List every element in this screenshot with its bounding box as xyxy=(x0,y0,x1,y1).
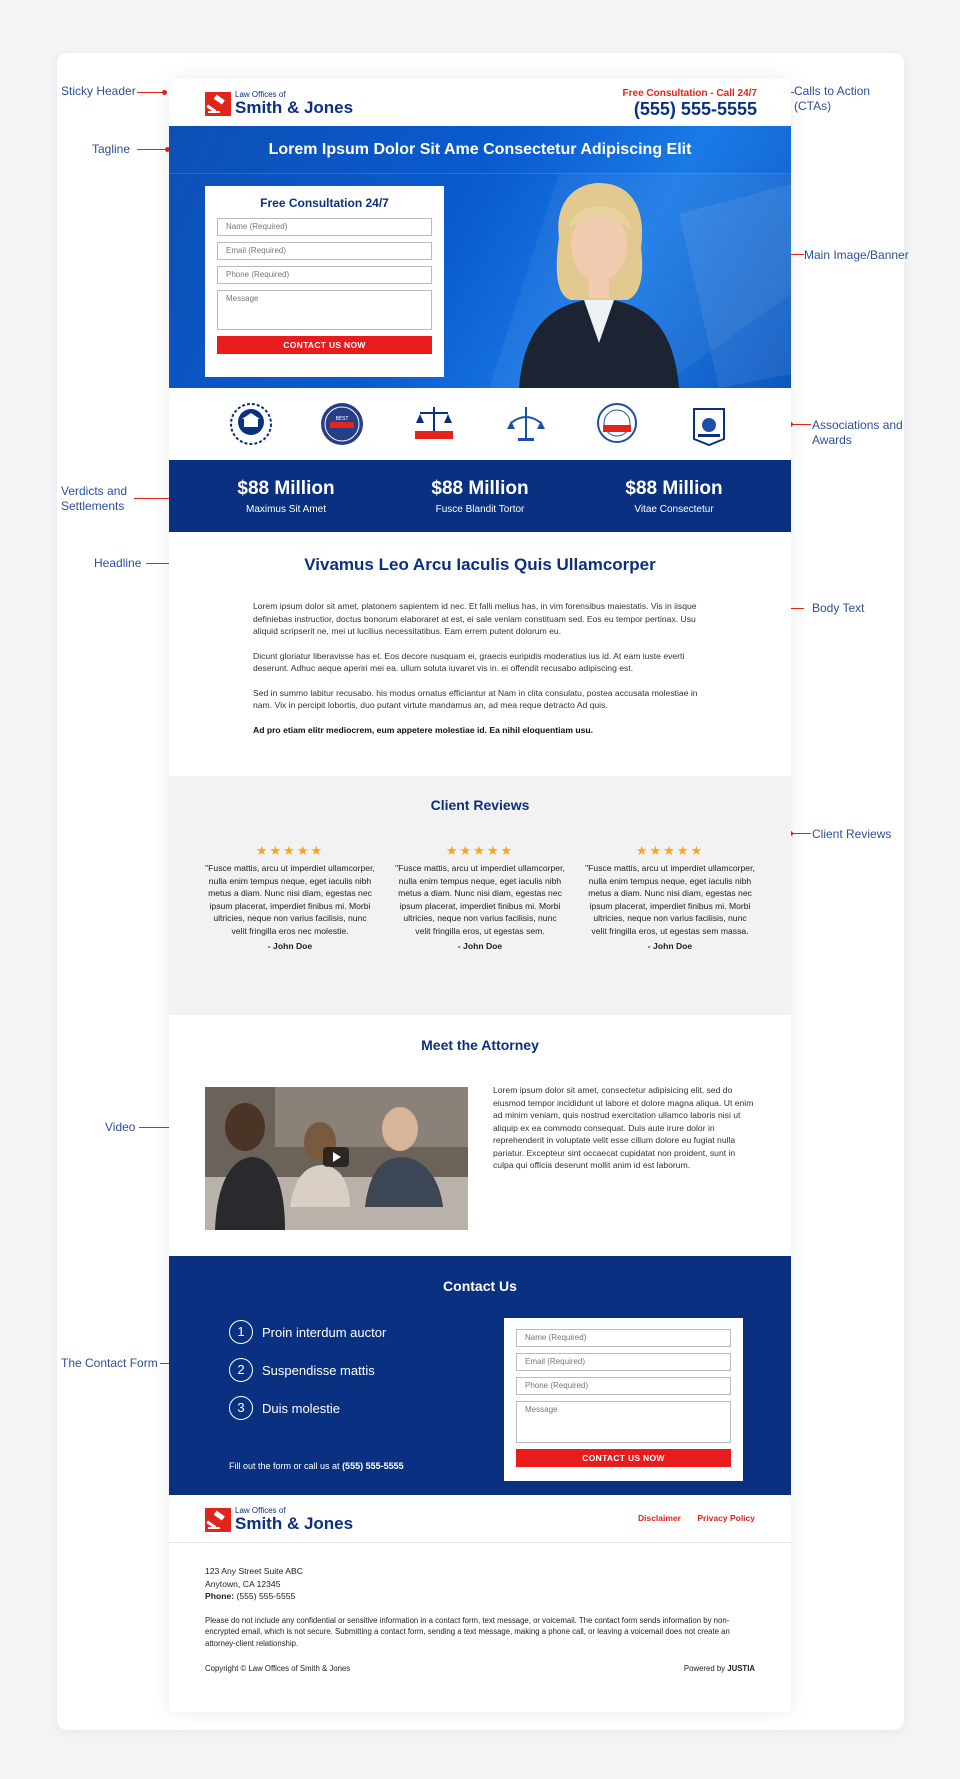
annotation-verdicts-line1: Verdicts and xyxy=(61,484,128,498)
review-author: - John Doe xyxy=(647,941,693,951)
annotation-tagline: Tagline xyxy=(92,142,131,156)
footer-phone xyxy=(205,1590,755,1603)
annotation-cta xyxy=(794,84,870,114)
svg-text:BEST: BEST xyxy=(336,416,349,422)
verdicts-bar xyxy=(169,460,791,532)
contact-us-button[interactable]: CONTACT US NOW xyxy=(516,1449,731,1467)
address-line: 123 Any Street Suite ABC xyxy=(205,1566,303,1576)
address-line: Anytown, CA 12345 xyxy=(205,1578,281,1589)
message-field[interactable]: Message xyxy=(217,290,432,330)
star-rating-icon: ★★★★★ xyxy=(255,843,325,858)
form-title: Free Consultation 24/7 xyxy=(260,196,389,210)
copyright: Copyright © Law Offices of Smith & Jones xyxy=(205,1664,351,1673)
name-field[interactable]: Name (Required) xyxy=(217,218,432,236)
annotation-line xyxy=(791,833,811,834)
annotation-dot xyxy=(162,90,167,95)
body-paragraph: Dicunt gloriatur liberavisse has et. Eos decore nusquam ei, graecis euripidis moderatius ius id. At eam iuste everti deserunt. Adhuc aeque aperiri mei ea. ullum soluta iuvaret vis in. ei offendit recusabo adipiscing est. xyxy=(253,650,685,673)
step-item xyxy=(229,1358,386,1382)
logo-name: Smith & Jones xyxy=(235,1514,354,1533)
verdict-item xyxy=(196,478,376,515)
contact-form xyxy=(504,1318,743,1481)
step-label: Duis molestie xyxy=(262,1400,341,1416)
footer-body xyxy=(169,1543,791,1712)
annotation-assoc-line2: Awards xyxy=(812,433,852,447)
annotation-line xyxy=(137,92,164,93)
reviews-title: Client Reviews xyxy=(430,797,530,813)
page-headline: Vivamus Leo Arcu Iaculis Quis Ullamcorper xyxy=(304,555,656,574)
annotation-line xyxy=(791,424,811,425)
best-lawyers-scales-icon xyxy=(411,401,457,447)
meet-title: Meet the Attorney xyxy=(421,1037,539,1053)
site-logo[interactable] xyxy=(205,90,353,117)
star-rating-icon: ★★★★★ xyxy=(635,843,705,858)
step-number-icon: 3 xyxy=(229,1396,253,1420)
fill-out-text: Fill out the form or call us at xyxy=(229,1461,340,1471)
meet-attorney-section xyxy=(169,1015,791,1256)
review-card xyxy=(585,843,755,951)
annotation-cta-line1: Calls to Action xyxy=(794,84,871,98)
review-author: - John Doe xyxy=(267,941,313,951)
annotation-body-text: Body Text xyxy=(812,601,865,615)
body-text xyxy=(169,590,791,776)
tagline: Lorem Ipsum Dolor Sit Ame Consectetur Adipiscing Elit xyxy=(169,126,791,174)
cta-free-consultation: Free Consultation - Call 24/7 xyxy=(622,88,757,99)
step-item xyxy=(229,1396,386,1420)
sticky-header xyxy=(169,79,791,126)
consultation-form xyxy=(205,186,444,377)
annotation-cta-line2: (CTAs) xyxy=(794,99,832,113)
annotation-verdicts xyxy=(61,484,127,514)
logo-tagline: Law Offices of xyxy=(235,1506,286,1515)
body-paragraph: Lorem ipsum dolor sit amet, platonem sapientem id nec. Et falli melius has, in vim forensibus maiestatis. Vis in iisque definiebas instructior, doctus bonorum elaboraret at est, ei sale veniam constituam sed. Eos eu tempor pertinax. Usu aliquid scripserit ne, mei ut lucilius necessitatibus. Eam errem putent dolorum eu. xyxy=(253,601,697,636)
logo-name: Smith & Jones xyxy=(235,98,354,117)
contact-steps xyxy=(229,1320,386,1434)
review-card xyxy=(395,843,565,951)
verdict-label: Vitae Consectetur xyxy=(634,503,714,515)
contact-us-button[interactable]: CONTACT US NOW xyxy=(217,336,432,354)
annotation-contact-form: The Contact Form xyxy=(61,1356,158,1370)
powered-by xyxy=(684,1663,755,1676)
gavel-logo-icon xyxy=(205,1508,231,1532)
annotation-line xyxy=(137,149,167,150)
step-label: Suspendisse mattis xyxy=(262,1362,375,1378)
scales-of-justice-icon xyxy=(503,401,549,447)
phone-label: Phone: xyxy=(205,1591,235,1601)
review-text: "Fusce mattis, arcu ut imperdiet ullamcorper, nulla enim tempus neque, eget iaculis nibh metus a diam. Nunc nisi diam, egestas nec ipsum placerat, imperdiet finibus mi. Morbi ultricies, neque non varius facilisis, nunc velit fringilla eros nec molestie. xyxy=(205,863,375,936)
legal-disclaimer: Please do not include any confidential or sensitive information in a contact form, text message, or voicemail. The contact form sends information by non-encrypted email, which is not secure. Submitting a contact form, sending a text message, making a phone call, or leaving a voicemail does not create an attorney-client relationship. xyxy=(205,1615,730,1648)
phone-field[interactable]: Phone (Required) xyxy=(516,1377,731,1395)
phone-field[interactable]: Phone (Required) xyxy=(217,266,432,284)
footer-links xyxy=(624,1513,755,1523)
best-lawyer-wreath-icon xyxy=(594,401,640,447)
step-label: Proin interdum auctor xyxy=(262,1324,387,1340)
attorney-video[interactable] xyxy=(205,1087,468,1230)
review-text: "Fusce mattis, arcu ut imperdiet ullamcorper, nulla enim tempus neque, eget iaculis nibh metus a diam. Nunc nisi diam, egestas nec ipsum placerat, imperdiet finibus mi. Morbi ultricies, neque non varius facilisis, nunc velit fringilla eros, ut egestas sem massa. xyxy=(585,863,755,936)
privacy-policy-link[interactable]: Privacy Policy xyxy=(697,1513,755,1523)
email-field[interactable]: Email (Required) xyxy=(217,242,432,260)
attorney-photo xyxy=(499,178,699,388)
powered-by-text: Powered by xyxy=(683,1664,726,1673)
annotation-sticky-header: Sticky Header xyxy=(61,84,136,98)
awards-row xyxy=(169,388,791,460)
justia-link[interactable]: JUSTIA xyxy=(727,1664,755,1673)
star-rating-icon: ★★★★★ xyxy=(445,843,515,858)
fill-out-note xyxy=(229,1461,404,1471)
fill-out-phone[interactable]: (555) 555-5555 xyxy=(342,1461,404,1471)
contact-section xyxy=(169,1256,791,1495)
disclaimer-link[interactable]: Disclaimer xyxy=(637,1513,681,1523)
meet-text: Lorem ipsum dolor sit amet, consectetur adipisicing elit, sed do eiusmod tempor incididunt ut labore et dolore magna aliqua. Ut enim ad minim veniam, quis nostrud exercitation ullamco laboris nisi ut aliquip ex ea commodo consequat. Duis aute irure dolor in reprehenderit in voluptate velit esse cillum dolore eu fugiat nulla pariatur. Excepteur sint occaecat cupidatat non proident, sunt in culpa qui officia deserunt mollit anim id est laborum. xyxy=(493,1085,754,1170)
annotation-main-image: Main Image/Banner xyxy=(804,248,909,262)
body-paragraph: Sed in summo labitur recusabo. his modus ornatus efficiantur at Nam in clita consulatu, postea accusata molestiae in nam. Vix in percipit lobortis, duo putant virtute mandamus an, ad mea reque detracto Ad quis. xyxy=(253,687,698,710)
annotation-headline: Headline xyxy=(94,556,142,570)
landing-page xyxy=(169,79,791,1712)
certified-law-firm-badge-icon xyxy=(686,401,732,447)
annotation-assoc-line1: Associations and xyxy=(812,418,903,432)
best-law-firm-badge-icon xyxy=(319,401,365,447)
logo-tagline: Law Offices of xyxy=(235,90,286,99)
name-field[interactable]: Name (Required) xyxy=(516,1329,731,1347)
phone-number[interactable]: (555) 555-5555 xyxy=(236,1591,296,1601)
annotation-associations xyxy=(812,418,903,448)
footer-header xyxy=(169,1495,791,1543)
law-association-seal-icon xyxy=(228,401,274,447)
annotation-client-reviews: Client Reviews xyxy=(812,827,892,841)
main-banner xyxy=(169,126,791,388)
email-field[interactable]: Email (Required) xyxy=(516,1353,731,1371)
verdict-amount: $88 Million xyxy=(431,477,529,499)
step-item xyxy=(229,1320,386,1344)
review-card xyxy=(205,843,375,951)
verdict-label: Maximus Sit Amet xyxy=(245,503,327,515)
cta-phone-link[interactable]: (555) 555-5555 xyxy=(633,99,757,119)
review-text: "Fusce mattis, arcu ut imperdiet ullamcorper, nulla enim tempus neque, eget iaculis nibh metus a diam. Nunc nisi diam, egestas nec ipsum placerat, imperdiet finibus mi. Morbi ultricies, neque non varius facilisis, nunc velit fringilla eros, ut egestas sem. xyxy=(395,863,565,936)
gavel-logo-icon xyxy=(205,92,231,116)
contact-title: Contact Us xyxy=(443,1278,517,1294)
verdict-item xyxy=(390,478,570,515)
step-number-icon: 2 xyxy=(229,1358,253,1382)
annotation-video: Video xyxy=(105,1120,136,1134)
client-reviews-section xyxy=(169,776,791,1015)
play-icon[interactable] xyxy=(323,1147,349,1167)
message-field[interactable]: Message xyxy=(516,1401,731,1443)
verdict-label: Fusce Blandit Tortor xyxy=(435,503,525,515)
header-cta xyxy=(623,88,757,119)
review-author: - John Doe xyxy=(457,941,503,951)
footer-logo[interactable] xyxy=(205,1506,353,1533)
annotation-verdicts-line2: Settlements xyxy=(61,499,125,513)
step-number-icon: 1 xyxy=(229,1320,253,1344)
footer-bottom xyxy=(205,1663,755,1676)
verdict-amount: $88 Million xyxy=(237,477,335,499)
verdict-item xyxy=(584,478,764,515)
body-paragraph-bold: Ad pro etiam elitr mediocrem, eum appetere molestiae id. Ea nihil eloquentiam usu. xyxy=(253,724,594,735)
verdict-amount: $88 Million xyxy=(625,477,723,499)
